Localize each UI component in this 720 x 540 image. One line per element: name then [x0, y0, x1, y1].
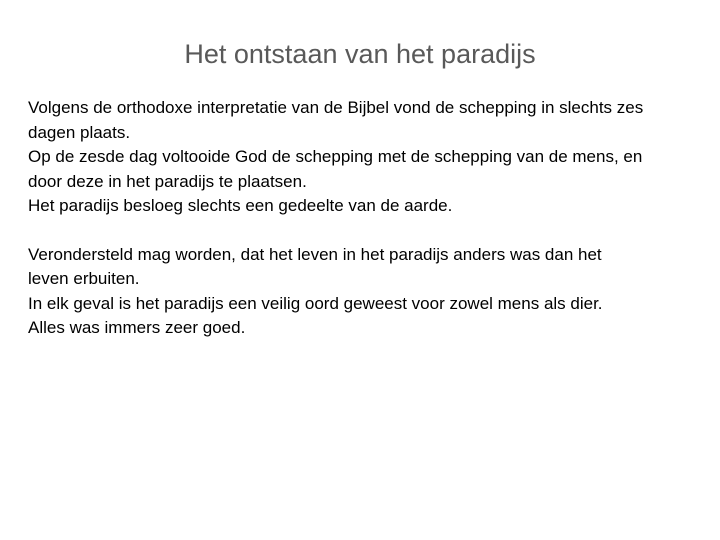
slide-title: Het ontstaan van het paradijs — [184, 39, 536, 69]
text-line: Verondersteld mag worden, dat het leven in het paradijs anders was dan het — [28, 244, 602, 264]
text-line: leven erbuiten. — [28, 269, 140, 288]
text-line: dagen plaats. — [28, 122, 131, 142]
slide-body — [28, 96, 700, 341]
text-line: In elk geval is het paradijs een veilig oord geweest voor zowel mens als dier. — [28, 293, 603, 313]
paragraph-1 — [28, 96, 700, 219]
paragraph-spacer — [28, 219, 700, 243]
text-line: Het paradijs besloeg slechts een gedeelte van de aarde. — [28, 196, 453, 215]
paragraph-2 — [28, 243, 700, 341]
text-line: Alles was immers zeer goed. — [28, 318, 246, 337]
text-line: Op de zesde dag voltooide God de schepping met de schepping van de mens, en — [28, 147, 643, 166]
text-line: door deze in het paradijs te plaatsen. — [28, 171, 307, 191]
text-line: Volgens de orthodoxe interpretatie van de Bijbel vond de schepping in slechts zes — [28, 98, 644, 117]
